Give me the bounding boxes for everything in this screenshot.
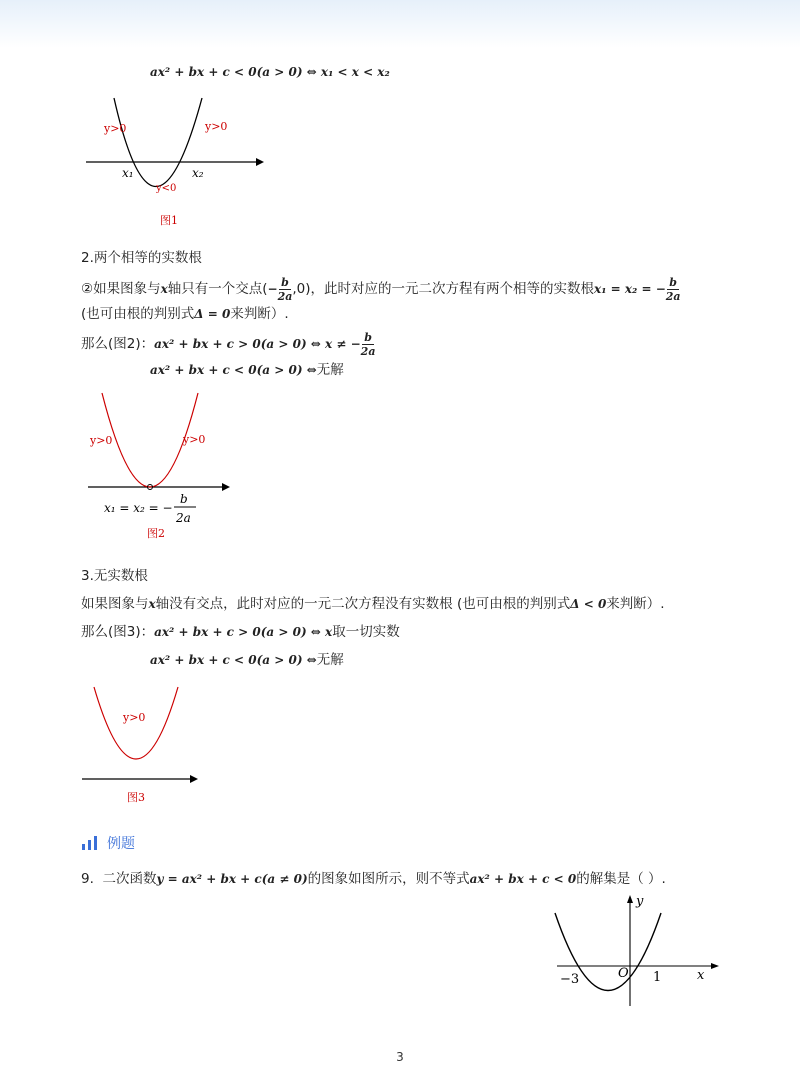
- fig2-label-right: y>0: [183, 433, 206, 446]
- graph-tick-left: −3: [560, 972, 580, 987]
- fig3-caption: 图3: [127, 791, 145, 804]
- fig1-label-bottom: y<0: [156, 183, 177, 194]
- section2-heading: 2.两个相等的实数根: [81, 250, 202, 266]
- section3-heading: 3.无实数根: [81, 568, 148, 584]
- section2-formula1: 那么(图2)：ax² + bx + c > 0(a > 0) ⇔ x ≠ − $\frac{b}{2a}$: [81, 330, 376, 358]
- graph-origin-label: O: [618, 966, 629, 981]
- fig2-caption: 图2: [147, 527, 165, 540]
- section3-formula2: ax² + bx + c < 0(a > 0) ⇔无解: [150, 652, 344, 668]
- fig2-root-num: b: [180, 492, 188, 506]
- fig2-axis-arrow: [222, 483, 230, 491]
- question-9: 9. 二次函数y = ax² + bx + c(a ≠ 0)的图象如图所示，则不等式ax² + bx + c < 0的解集是（ ）.: [81, 871, 666, 887]
- fig3-axis-arrow: [190, 775, 198, 783]
- section2-paragraph: ②如果图象与x轴只有一个交点(− $\frac{b}{2a}$ ,0)，此时对应的一元二次方程有两个相等的实数根x₁ = x₂ = − $\frac{b}{2a}$: [81, 275, 681, 303]
- page-number: 3: [396, 1050, 404, 1064]
- fig2-label-left: y>0: [90, 434, 113, 447]
- fig1-x1: x₁: [122, 166, 134, 180]
- graph-tick-right: 1: [653, 970, 662, 985]
- section3-paragraph: 如果图象与x轴没有交点，此时对应的一元二次方程没有实数根 (也可由根的判别式Δ < 0来判断）.: [81, 596, 665, 612]
- fig1-label-left: y>0: [104, 122, 127, 135]
- figure-1: [84, 95, 264, 230]
- fig2-root-den: 2a: [176, 511, 191, 525]
- question-graph: [545, 893, 725, 1008]
- example-section-label: 例题: [107, 836, 135, 852]
- example-section-header: [81, 833, 135, 853]
- section2-formula2: ax² + bx + c < 0(a > 0) ⇔无解: [150, 362, 344, 378]
- graph-y-arrow: [627, 895, 633, 903]
- fig1-label-right: y>0: [205, 120, 228, 133]
- page-header-band: [0, 0, 800, 48]
- graph-x-arrow: [711, 963, 719, 969]
- bar-chart-icon: [81, 835, 99, 851]
- section2-note: (也可由根的判别式Δ = 0来判断）.: [81, 306, 289, 322]
- fig3-label: y>0: [123, 711, 146, 724]
- graph-y-label: y: [636, 894, 644, 909]
- fig2-root-lhs: x₁ = x₂ = −: [104, 501, 173, 515]
- figure-2: [84, 390, 244, 540]
- fig1-x2: x₂: [192, 166, 204, 180]
- figure-3: [80, 684, 210, 809]
- fig1-caption: 图1: [160, 214, 178, 227]
- fig1-axis-arrow: [256, 158, 264, 166]
- fig1-formula: ax² + bx + c < 0(a > 0) ⇔ x₁ < x < x₂: [150, 65, 390, 79]
- question-number: 9.: [81, 871, 94, 887]
- section3-formula1: 那么(图3)：ax² + bx + c > 0(a > 0) ⇔ x取一切实数: [81, 624, 400, 640]
- graph-x-label: x: [697, 968, 705, 983]
